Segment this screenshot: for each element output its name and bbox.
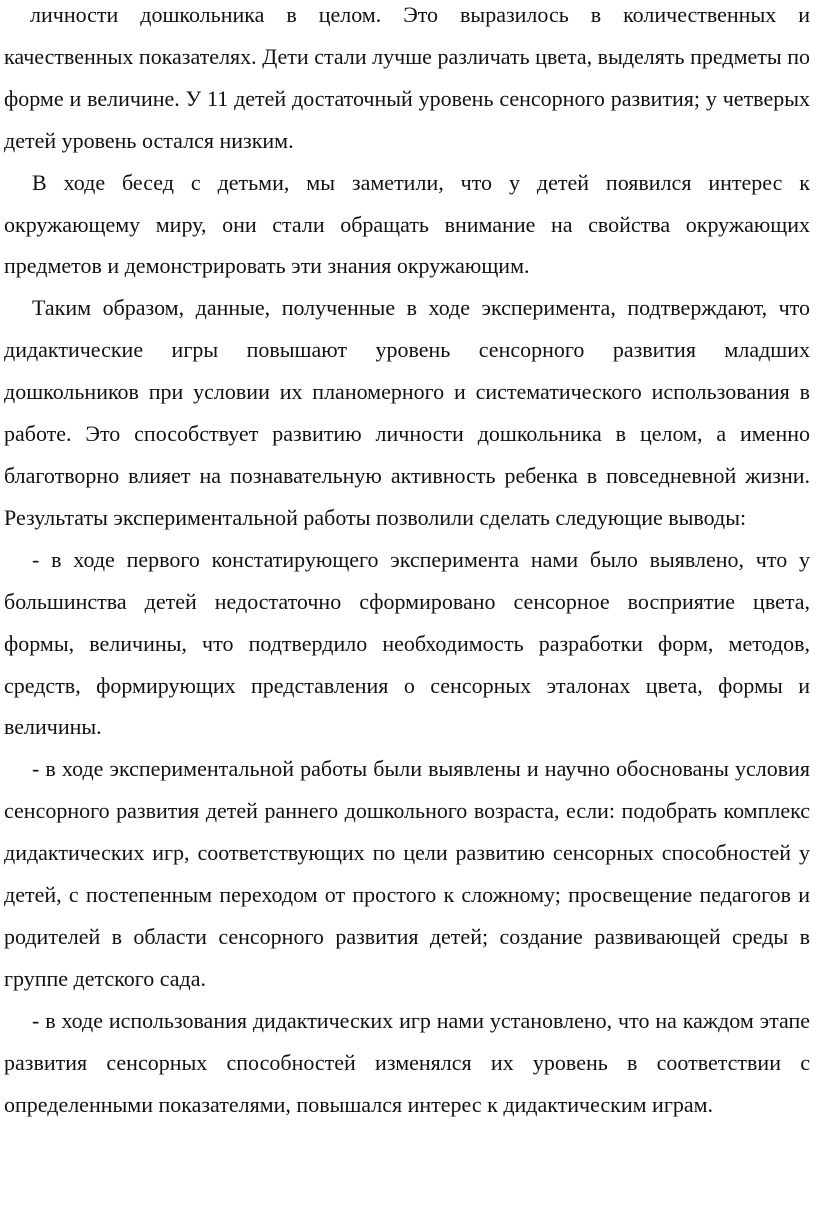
paragraph-conversations: В ходе бесед с детьми, мы заметили, что у детей появился интерес к окружающему миру, они стали обращать внимание на свойства окружающих предметов и демонстрировать эти знания окружающим. [4, 169, 810, 279]
list-item-finding-1: - в ходе первого констатирующего эксперимента нами было выявлено, что у большинства детей недостаточно сформировано сенсорное восприятие цвета, формы, величины, что подтвердило необходимость разработки форм, методов, средств, формирующих представления о сенсорных эталонах цвета, формы и величины. [4, 546, 810, 740]
paragraph-continuation: личности дошкольника в целом. Это выразилось в количественных и качественных показателях. Дети стали лучше различать цвета, выделять предметы по форме и величине. У 11 детей достаточный уровень сенсорного развития; у четверых детей уровень остался низким. [4, 2, 810, 153]
list-item-finding-3: - в ходе использования дидактических игр нами установлено, что на каждом этапе развития сенсорных способностей изменялся их уровень в соответствии с определенными показателями, повышался интерес к дидактическим играм. [4, 1007, 810, 1117]
paragraph-conclusion: Таким образом, данные, полученные в ходе эксперимента, подтверждают, что дидактические игры повышают уровень сенсорного развития младших дошкольников при условии их планомерного и систематического использования в работе. Это способствует развитию личности дошкольника в целом, а именно благотворно влияет на познавательную активность ребенка в повседневной жизни. Результаты экспериментальной работы позволили сделать следующие выводы: [4, 295, 810, 530]
list-item-finding-2: - в ходе экспериментальной работы были выявлены и научно обоснованы условия сенсорного развития детей раннего дошкольного возраста, если: подобрать комплекс дидактических игр, соответствующих по цели развитию сенсорных способностей у детей, с постепенным переходом от простого к сложному; просвещение педагогов и родителей в области сенсорного развития детей; создание развивающей среды в группе детского сада. [4, 756, 810, 991]
